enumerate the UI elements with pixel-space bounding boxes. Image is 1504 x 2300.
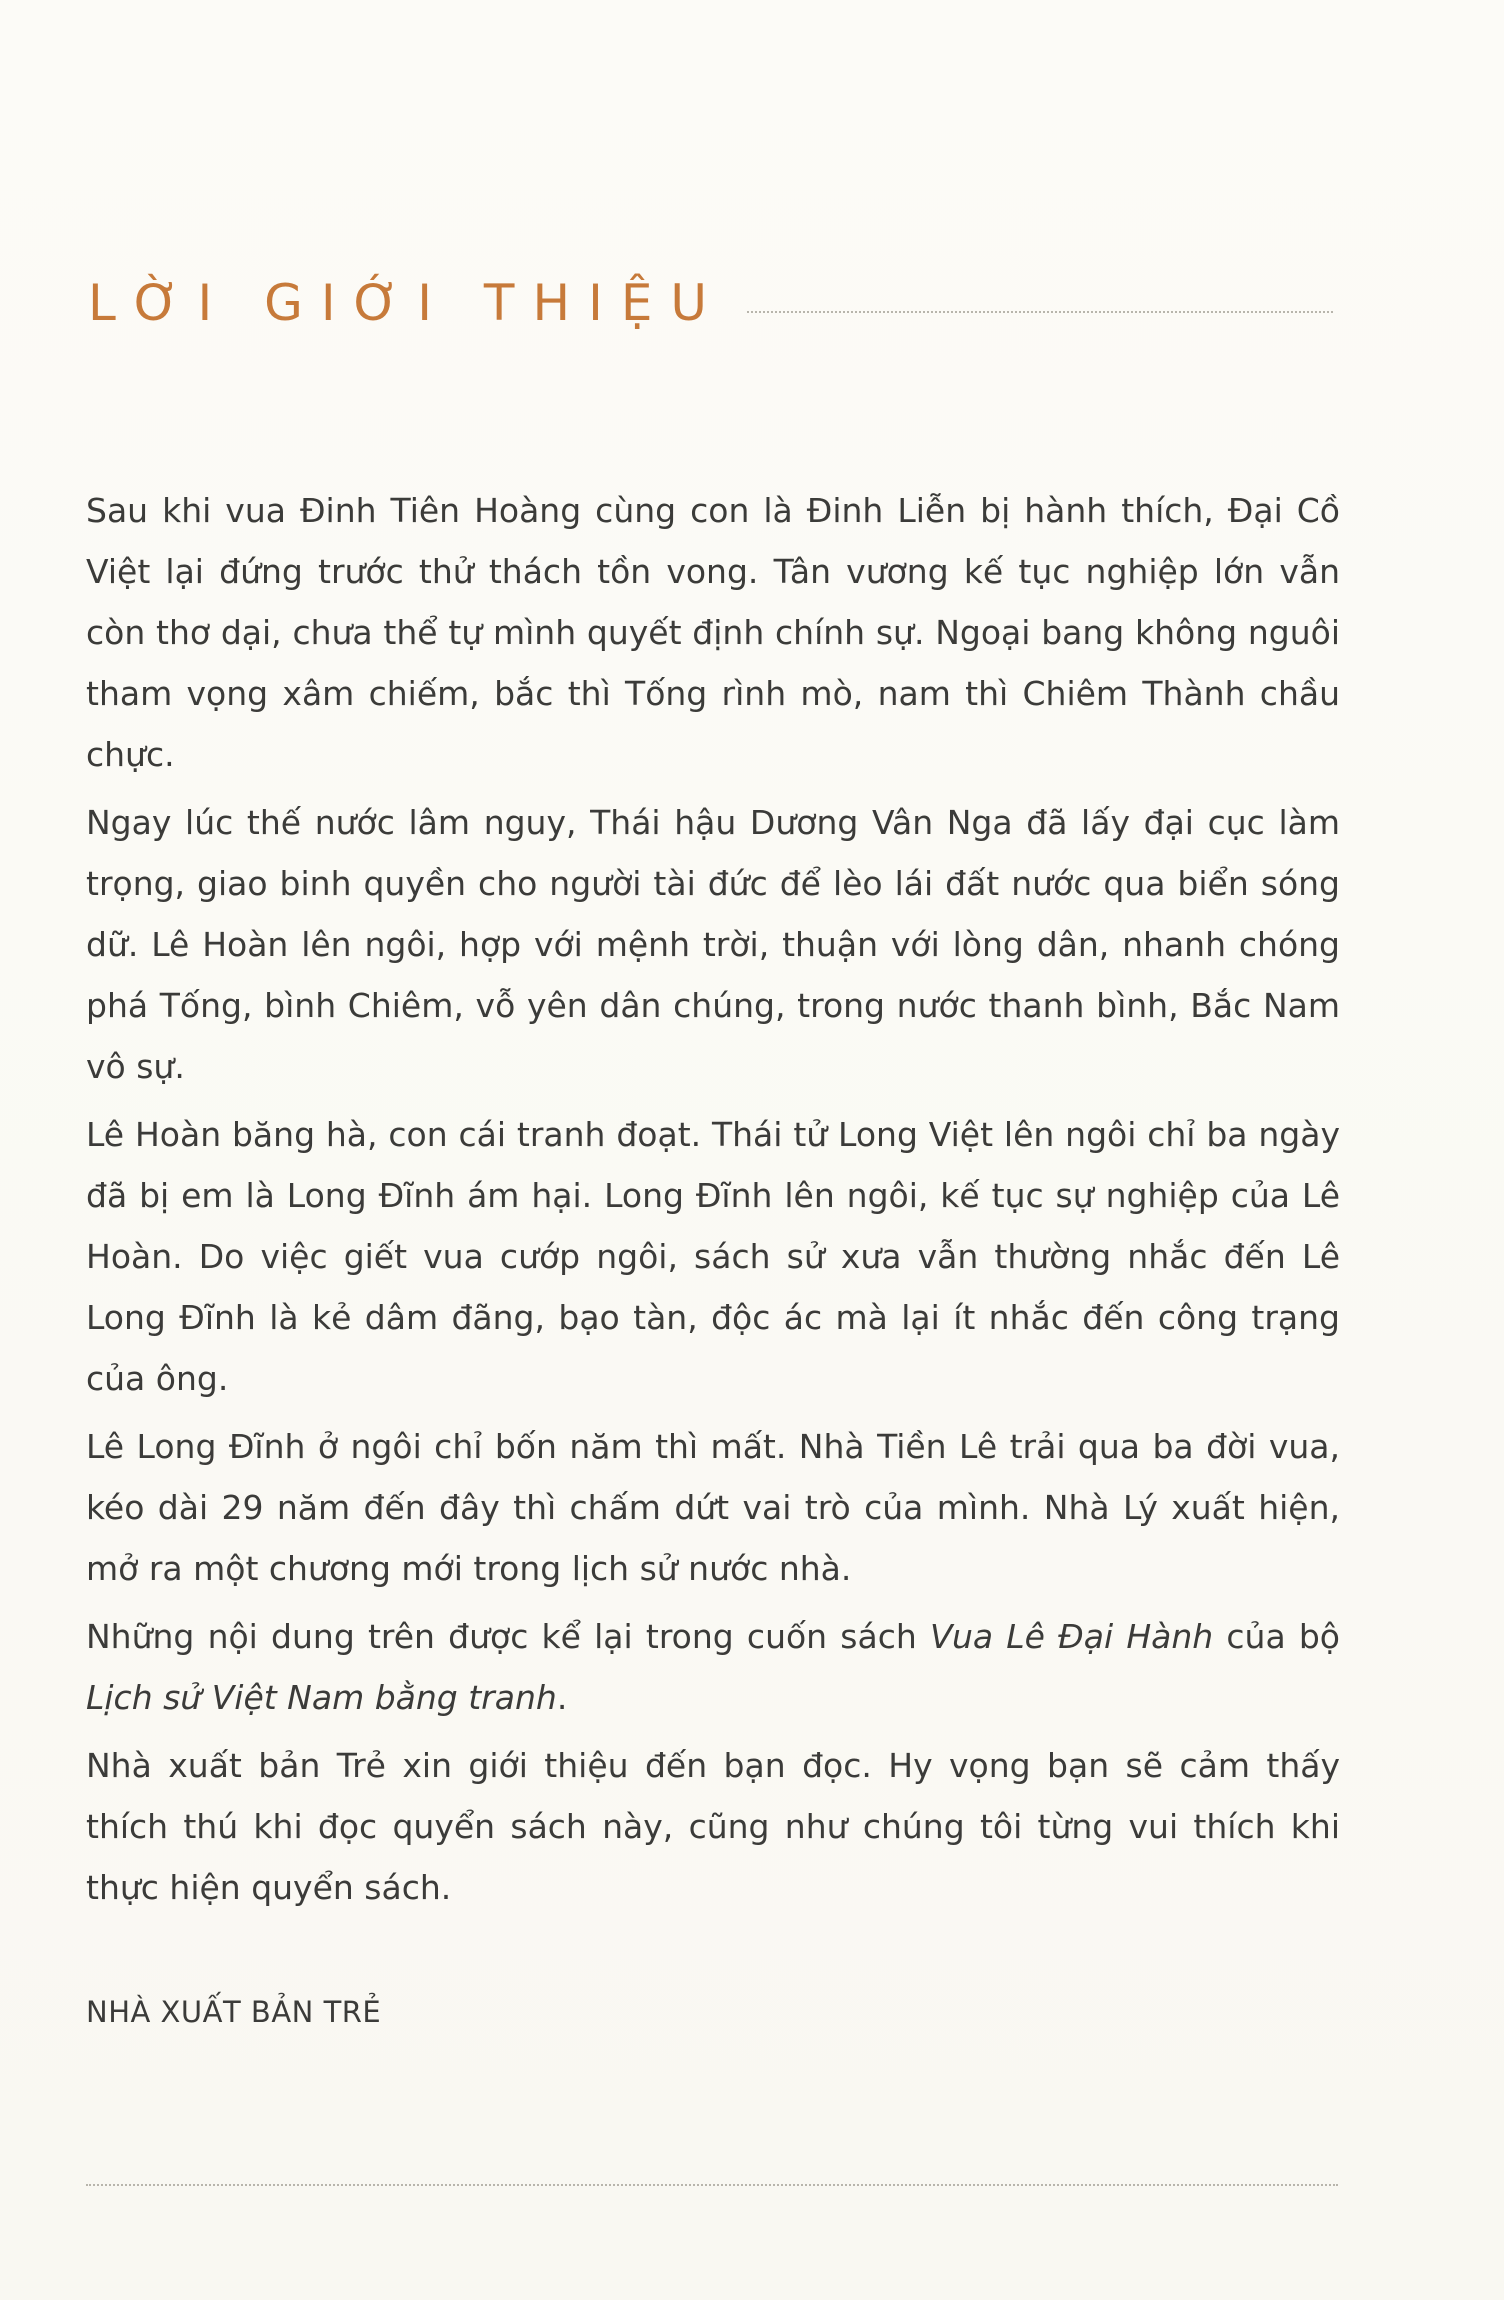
heading-row: [88, 268, 1333, 338]
paragraph-2: Ngay lúc thế nước lâm nguy, Thái hậu Dương Vân Nga đã lấy đại cục làm trọng, giao binh quyền cho người tài đức để lèo lái đất nước qua biển sóng dữ. Lê Hoàn lên ngôi, hợp với mệnh trời, thuận với lòng dân, nhanh chóng phá Tống, bình Chiêm, vỗ yên dân chúng, trong nước thanh bình, Bắc Nam vô sự.: [86, 803, 1340, 1086]
paragraph-5-end: .: [556, 1678, 568, 1717]
series-title: Lịch sử Việt Nam bằng tranh: [86, 1678, 557, 1717]
page-title: LỜI GIỚI THIỆU: [88, 274, 726, 332]
book-title: Vua Lê Đại Hành: [929, 1617, 1214, 1656]
paragraph-5: [86, 1606, 1340, 1728]
publisher-signature: NHÀ XUẤT BẢN TRẺ: [86, 1995, 382, 2029]
paragraph-3: Lê Hoàn băng hà, con cái tranh đoạt. Thái tử Long Việt lên ngôi chỉ ba ngày đã bị em là Long Đĩnh ám hại. Long Đĩnh lên ngôi, kế tục sự nghiệp của Lê Hoàn. Do việc giết vua cướp ngôi, sách sử xưa vẫn thường nhắc đến Lê Long Đĩnh là kẻ dâm đãng, bạo tàn, độc ác mà lại ít nhắc đến công trạng của ông.: [86, 1115, 1340, 1398]
introduction-body: [86, 480, 1340, 1925]
paragraph-4: Lê Long Đĩnh ở ngôi chỉ bốn năm thì mất. Nhà Tiền Lê trải qua ba đời vua, kéo dài 29 năm đến đây thì chấm dứt vai trò của mình. Nhà Lý xuất hiện, mở ra một chương mới trong lịch sử nước nhà.: [86, 1427, 1340, 1588]
paragraph-1: Sau khi vua Đinh Tiên Hoàng cùng con là Đinh Liễn bị hành thích, Đại Cồ Việt lại đứng trước thử thách tồn vong. Tân vương kế tục nghiệp lớn vẫn còn thơ dại, chưa thể tự mình quyết định chính sự. Ngoại bang không nguôi tham vọng xâm chiếm, bắc thì Tống rình mò, nam thì Chiêm Thành chầu chực.: [86, 491, 1340, 774]
heading-divider: [747, 311, 1333, 313]
paragraph-5-lead: Những nội dung trên được kể lại trong cuốn sách: [86, 1617, 930, 1656]
footer-divider: [86, 2184, 1338, 2186]
paragraph-6: Nhà xuất bản Trẻ xin giới thiệu đến bạn đọc. Hy vọng bạn sẽ cảm thấy thích thú khi đọc quyển sách này, cũng như chúng tôi từng vui thích khi thực hiện quyển sách.: [86, 1746, 1340, 1907]
paragraph-5-middle: của bộ: [1213, 1617, 1340, 1656]
